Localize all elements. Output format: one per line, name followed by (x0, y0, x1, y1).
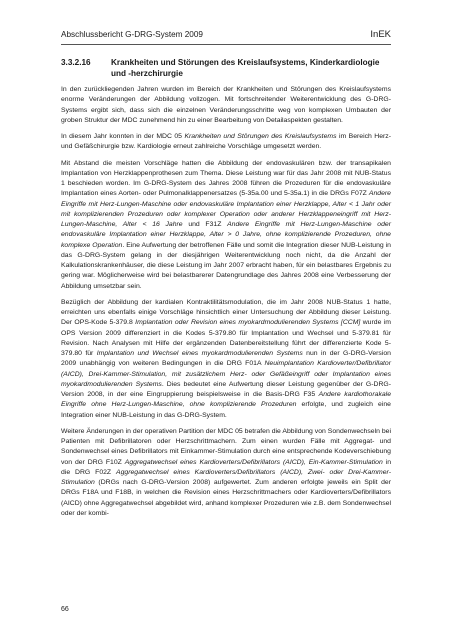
text-run: und F31Z (182, 221, 228, 228)
text-run: . Eine Aufwertung der betroffenen Fälle und somit die Integration dieser NUB-Leistung in das G-DRG-System gelang in der diesjährigen Weiterentwicklung noch nicht, da die Anzahl der Kalkulationskrankenhäuser, die diese Leistung im Jahr 2007 erbracht haben, für ein belastbares Ergebnis zu gering war. Möglicherweise wird bei belastbarerer Datengrundlage des Jahres 2008 eine Verbesserung der Abbildung umsetzbar sein. (61, 241, 391, 290)
italic-run: Neuimplantation Kardioverter/Defibrillator (AICD), Drei-Kammer-Stimulation, mit zusätzlichem Herz- oder Gefäßeingriff oder Implantation eines myokardmodulierenden Systems (61, 360, 391, 388)
text-run: (DRGs nach G-DRG-Version 2008) aufgewertet. Zum anderen erfolgte jeweils ein Split der DRGs F18A und F18B, in welchen die Revision eines Herzschrittmachers oder Kardioverters/Defibrillators (AICD) ohne Aggregatwechsel abgebildet wird, anhand komplexer Prozeduren wie z.B. dem Sondenwechsel oder der kombi- (61, 479, 391, 517)
italic-run: Andere Eingriffe mit Herz-Lungen-Maschine oder endovaskuläre Implantation einer Herzklappe, Alter < 1 Jahr oder mit komplizierenden Prozeduren oder komplexer Operation oder anderer Herzklappeneingriff mit Herz-Lungen-Maschine, Alter < 16 Jahre (61, 190, 391, 228)
text-run: in die DRG F02Z (61, 458, 392, 476)
italic-run: Krankheiten und Störungen des Kreislaufsystems (184, 133, 337, 140)
paragraph (61, 85, 391, 126)
italic-run: Implantation und Wechsel eines myokardmodulierenden Systems (96, 350, 303, 357)
italic-run: Andere kardiothorakale Eingriffe ohne Herz-Lungen-Maschine, ohne komplizierende Prozeduren (61, 391, 392, 409)
italic-run: Aggregatwechsel eines Kardioverters/Defibrillators (AICD), Zwei- oder Drei-Kammer-Stimulation (61, 468, 391, 486)
page-body (61, 51, 391, 525)
paragraph (61, 159, 391, 292)
italic-run: Aggregatwechsel eines Kardioverters/Defibrillators (AICD), Ein-Kammer-Stimulation (124, 458, 383, 466)
section-number: 3.3.2.16 (61, 58, 91, 67)
italic-run: Andere Eingriffe mit Herz-Lungen-Maschine oder endovaskuläre Implantation einer Herzklappe, Alter > 0 Jahre, ohne komplizierende Prozeduren, ohne komplexe Operation (61, 221, 391, 249)
page-number: 66 (61, 606, 69, 613)
document-title: Abschlussbericht G-DRG-System 2009 (61, 30, 203, 39)
text-run: Bezüglich der Abbildung der kardialen Kontraktilitätsmodulation, die im Jahr 2008 NUB-Status 1 hatte, erreichten uns ebenfalls einige Vorschläge hinsichtlich einer Untersuchung der Abbildung dieser Leistung. Der OPS-Kode 5-379.8 (61, 298, 391, 327)
header-rule (61, 44, 391, 45)
paragraph (61, 132, 391, 153)
section-heading (61, 57, 391, 79)
italic-run: Implantation oder Revision eines myokardmodulierenden Systems [CCM] (135, 319, 361, 327)
text-run: Weitere Änderungen in der operativen Partition der MDC 05 betrafen die Abbildung von Sondenwechseln bei Patienten mit Defibrillatoren oder Herzschrittmachern. Zum einen wurden Fälle mit Aggregat- und Sondenwechsel eines Defibrillators mit Einkammer-Stimulation durch eine entsprechende Kodeverschiebung von der DRG F10Z (61, 427, 391, 466)
running-header (61, 30, 391, 44)
text-run: Mit Abstand die meisten Vorschläge hatten die Abbildung der endovaskulären bzw. der transapikalen Implantation von Herzklappenprothesen zum Thema. Diese Leistung war für das Jahr 2008 mit NUB-Status 1 beschieden worden. Im G-DRG-System des Jahres 2008 führen die Prozeduren für die endovaskuläre Implantation eines Aorten- oder Pulmonalklappenersatzes (5-35a.00 und 5-35a.1) in die DRGs F07Z (61, 159, 391, 198)
body-text (61, 85, 391, 519)
publisher-name: InEK (370, 29, 391, 40)
text-run: In den zurückliegenden Jahren wurden im Bereich der Krankheiten und Störungen des Kreislaufsystems enorme Veränderungen der Abbildung vollzogen. Mit fortschreitender Weiterentwicklung des G-DRG-Systems ergibt sich, dass sich die einzelnen Veränderungsschritte weg von komplexen Umbauten der groben Struktur der MDC zunehmend hin zu einer Bearbeitung von Detailaspekten gestalten. (61, 86, 391, 124)
text-run: In diesem Jahr konnten in der MDC 05 (61, 133, 185, 140)
paragraph (61, 427, 391, 519)
paragraph (61, 298, 391, 421)
text-run: . Dies bedeutet eine Aufwertung dieser Leistung gegenüber der G-DRG-Version 2008, in der eine Eingruppierung beispielsweise in die Basis-DRG F35 (61, 380, 391, 398)
text-run: wurde im OPS Version 2009 differenziert in die Kodes 5-379.80 für Implantation und Wechsel und 5-379.81 für Revision. Nach Analysen mit Hilfe der ergänzenden Datenbereitstellung führt der differenzierte Kode 5-379.80 für (61, 319, 391, 357)
text-run: im Bereich Herz- und Gefäßchirurgie bzw. Kardiologie erneut zahlreiche Vorschläge umgesetzt werden. (61, 133, 392, 151)
text-run: nun in der G-DRG-Version 2009 unabhängig von weiteren Bedingungen in die DRG F01A (61, 350, 391, 368)
section-title: Krankheiten und Störungen des Kreislaufsystems, Kinderkardiologie und -herzchirurgie (111, 58, 380, 78)
text-run: erfolgte, und zugleich eine Integration einer NUB-Leistung in das G-DRG-System. (61, 401, 391, 419)
